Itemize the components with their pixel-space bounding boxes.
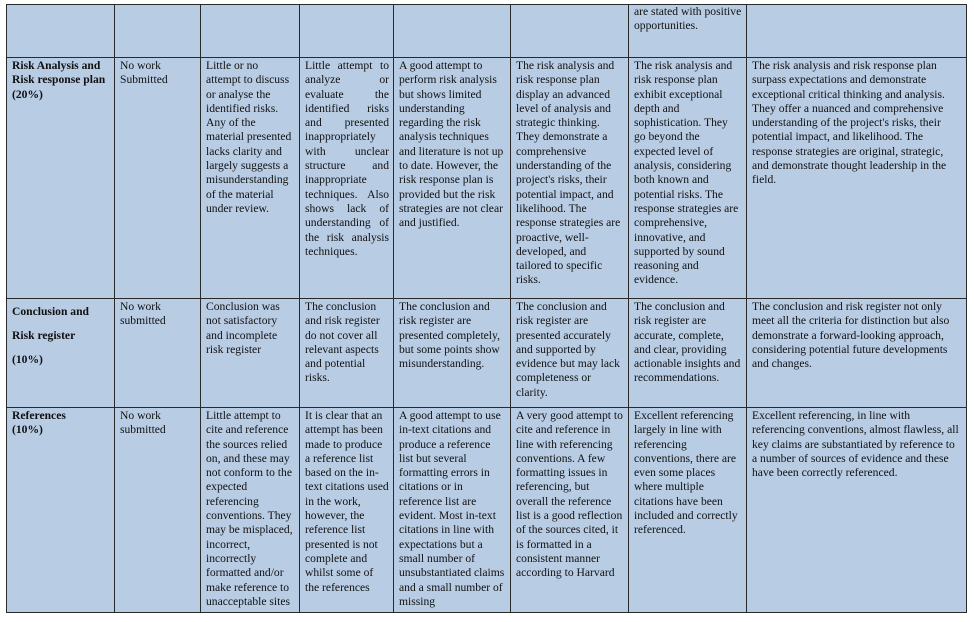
criterion-weight: (20%) — [12, 87, 43, 101]
criterion-title: Conclusion and — [12, 305, 90, 318]
criterion-weight: (10%) — [12, 353, 43, 366]
rubric-cell — [511, 5, 629, 58]
rubric-cell: No work submitted — [115, 299, 201, 408]
rubric-cell: Excellent referencing largely in line with referencing conventions, there are even some places where multiple citations have been included and correctly referenced. — [629, 408, 747, 613]
criterion-title: Risk Analysis and Risk response plan — [12, 59, 106, 87]
rubric-cell: Little attempt to cite and reference the sources relied on, and these may not conform to the expected referencing conventions. They may be misplaced, incorrect, incorrectly formatted and/or make reference to unacceptable sites — [201, 408, 300, 613]
rubric-cell: The conclusion and risk register do not cover all relevant aspects and potential risks. — [300, 299, 394, 408]
rubric-cell: The risk analysis and risk response plan display an advanced level of analysis and strategic thinking. They demonstrate a comprehensive understanding of the project's risks, their potential impact, and likelihood. The response strategies are proactive, well-developed, and tailored to specific risks. — [511, 58, 629, 299]
rubric-cell: A very good attempt to cite and reference in line with referencing conventions. A few formatting issues in referencing, but overall the reference list is a good reflection of the sources cited, it is formatted in a consistent manner according to Harvard — [511, 408, 629, 613]
rubric-cell: Excellent referencing, in line with referencing conventions, almost flawless, all key claims are substantiated by reference to a number of sources of evidence and these have been correctly referenced. — [747, 408, 967, 613]
rubric-cell — [300, 5, 394, 58]
rubric-cell: A good attempt to use in-text citations and produce a reference list but several formatting errors in citations or in reference list are evident. Most in-text citations in line with expectations but a small number of unsubstantiated claims and a small number of missing — [394, 408, 511, 613]
criterion-cell — [7, 299, 115, 408]
rubric-cell: Little attempt to analyze or evaluate the identified risks and presented inappropriately with unclear structure and inappropriate techniques. Also shows lack of understanding of the risk analysis techniques. — [300, 58, 394, 299]
rubric-cell: The conclusion and risk register are presented accurately and supported by evidence but may lack completeness or clarity. — [511, 299, 629, 408]
rubric-cell: are stated with positive opportunities. — [629, 5, 747, 58]
rubric-cell: The risk analysis and risk response plan exhibit exceptional depth and sophistication. They go beyond the expected level of analysis, considering both known and potential risks. The response strategies are comprehensive, innovative, and supported by sound reasoning and evidence. — [629, 58, 747, 299]
criterion-cell — [7, 408, 115, 613]
rubric-cell: Little or no attempt to discuss or analyse the identified risks. Any of the material presented lacks clarity and largely suggests a misunderstanding of the material under review. — [201, 58, 300, 299]
table-row — [7, 408, 967, 613]
rubric-cell: It is clear that an attempt has been made to produce a reference list based on the in-text citations used in the work, however, the reference list presented is not complete and whilst some of the references — [300, 408, 394, 613]
table-row — [7, 5, 967, 58]
rubric-cell — [747, 5, 967, 58]
rubric-cell — [115, 5, 201, 58]
criterion-title: Risk register — [12, 329, 76, 342]
rubric-cell: The conclusion and risk register are presented completely, but some points show misunderstanding. — [394, 299, 511, 408]
rubric-table — [6, 4, 967, 613]
criterion-weight: (10%) — [12, 423, 43, 437]
table-row — [7, 299, 967, 408]
criterion-cell — [7, 5, 115, 58]
rubric-cell: The risk analysis and risk response plan surpass expectations and demonstrate exceptional critical thinking and analysis. They offer a nuanced and comprehensive understanding of the project's risks, their potential impact, and likelihood. The response strategies are original, strategic, and demonstrate thought leadership in the field. — [747, 58, 967, 299]
rubric-cell: No work Submitted — [115, 58, 201, 299]
table-row — [7, 58, 967, 299]
rubric-cell: The conclusion and risk register are accurate, complete, and clear, providing actionable insights and recommendations. — [629, 299, 747, 408]
rubric-cell: The conclusion and risk register not only meet all the criteria for distinction but also demonstrate a forward-looking approach, considering potential future developments and changes. — [747, 299, 967, 408]
criterion-title: References — [12, 409, 66, 422]
rubric-cell — [394, 5, 511, 58]
criterion-cell — [7, 58, 115, 299]
rubric-cell: Conclusion was not satisfactory and incomplete risk register — [201, 299, 300, 408]
rubric-cell — [201, 5, 300, 58]
rubric-cell: A good attempt to perform risk analysis but shows limited understanding regarding the risk analysis techniques and literature is not up to date. However, the risk response plan is provided but the risk strategies are not clear and justified. — [394, 58, 511, 299]
rubric-cell: No work submitted — [115, 408, 201, 613]
